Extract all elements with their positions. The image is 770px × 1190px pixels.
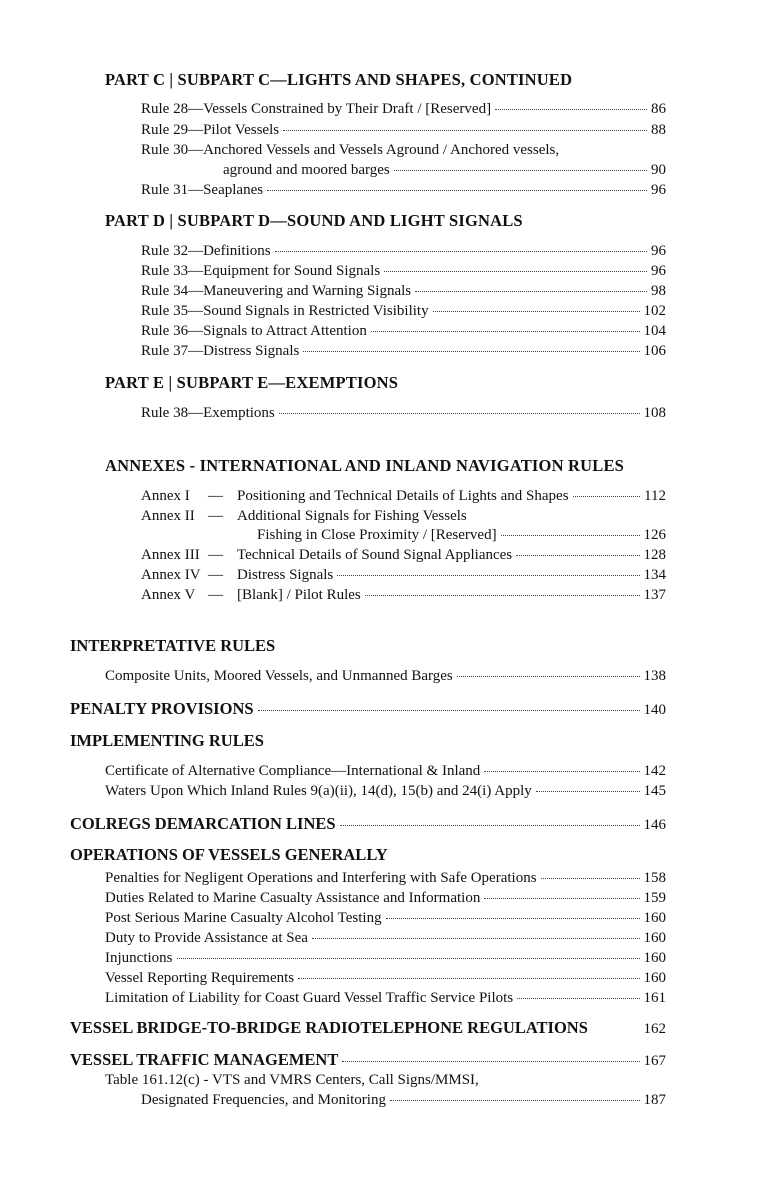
entry-page: 96 bbox=[651, 243, 666, 259]
toc-entry[interactable] bbox=[141, 283, 666, 300]
annex-label: Annex II bbox=[141, 508, 195, 524]
annex-label: Annex V bbox=[141, 587, 196, 603]
entry-title: Duty to Provide Assistance at Sea bbox=[105, 930, 308, 946]
entry-page: 160 bbox=[643, 930, 666, 946]
toc-entry[interactable] bbox=[141, 303, 666, 320]
entry-page: 146 bbox=[643, 817, 666, 833]
annex-separator: — bbox=[208, 547, 223, 563]
dot-leader bbox=[415, 291, 647, 292]
entry-page: 187 bbox=[643, 1092, 666, 1108]
toc-entry[interactable] bbox=[141, 405, 666, 422]
toc-entry[interactable] bbox=[105, 950, 666, 967]
dot-leader bbox=[384, 271, 647, 272]
part-c-heading: PART C | SUBPART C—LIGHTS AND SHAPES, CONTINUED bbox=[105, 70, 573, 89]
toc-entry[interactable] bbox=[141, 1092, 666, 1109]
toc-entry[interactable] bbox=[141, 323, 666, 340]
entry-title: Composite Units, Moored Vessels, and Unmanned Barges bbox=[105, 668, 453, 684]
entry-page: 90 bbox=[651, 162, 666, 178]
toc-entry[interactable] bbox=[105, 783, 666, 800]
toc-entry[interactable] bbox=[105, 990, 666, 1007]
entry-page: 98 bbox=[651, 283, 666, 299]
toc-entry-major[interactable] bbox=[70, 814, 666, 834]
toc-entry[interactable] bbox=[105, 890, 666, 907]
entry-page: 158 bbox=[643, 870, 666, 886]
entry-title: Waters Upon Which Inland Rules 9(a)(ii), 14(d), 15(b) and 24(i) Apply bbox=[105, 783, 532, 799]
entry-title: Rule 33—Equipment for Sound Signals bbox=[141, 263, 381, 279]
entry-page: 160 bbox=[643, 970, 666, 986]
entry-title: Limitation of Liability for Coast Guard Vessel Traffic Service Pilots bbox=[105, 990, 514, 1006]
dot-leader bbox=[283, 130, 647, 131]
entry-page: 159 bbox=[643, 890, 666, 906]
dot-leader bbox=[541, 878, 640, 879]
dot-leader bbox=[484, 898, 639, 899]
entry-title: Rule 38—Exemptions bbox=[141, 405, 275, 421]
toc-entry-major[interactable] bbox=[70, 1018, 666, 1038]
entry-title: Certificate of Alternative Compliance—International & Inland bbox=[105, 763, 481, 779]
entry-page: 104 bbox=[643, 323, 666, 339]
dot-leader bbox=[279, 413, 640, 414]
entry-page: 145 bbox=[643, 783, 666, 799]
dot-leader bbox=[267, 190, 647, 191]
entry-page: 142 bbox=[643, 763, 666, 779]
toc-entry[interactable] bbox=[141, 101, 666, 118]
entry-title-continued: Designated Frequencies, and Monitoring bbox=[141, 1092, 386, 1108]
entry-title: Rule 31—Seaplanes bbox=[141, 182, 264, 198]
toc-entry[interactable] bbox=[105, 970, 666, 987]
entry-page: 96 bbox=[651, 263, 666, 279]
dot-leader bbox=[457, 676, 640, 677]
dot-leader bbox=[298, 978, 639, 979]
interpretative-heading: INTERPRETATIVE RULES bbox=[70, 636, 276, 655]
entry-title: Table 161.12(c) - VTS and VMRS Centers, Call Signs/MMSI, bbox=[105, 1072, 479, 1088]
entry-title: Technical Details of Sound Signal Appliances bbox=[237, 547, 513, 563]
entry-title: Rule 29—Pilot Vessels bbox=[141, 122, 280, 138]
dot-leader bbox=[433, 311, 640, 312]
dot-leader bbox=[275, 251, 647, 252]
entry-title: Positioning and Technical Details of Lights and Shapes bbox=[237, 488, 569, 504]
entry-page: 162 bbox=[643, 1021, 666, 1037]
entry-title: [Blank] / Pilot Rules bbox=[237, 587, 361, 603]
dot-leader bbox=[365, 595, 640, 596]
dot-leader bbox=[573, 496, 641, 497]
entry-page: 86 bbox=[651, 101, 666, 117]
entry-title-continued: Fishing in Close Proximity / [Reserved] bbox=[257, 527, 497, 543]
entry-page: 102 bbox=[643, 303, 666, 319]
operations-heading: OPERATIONS OF VESSELS GENERALLY bbox=[70, 845, 388, 864]
part-e-heading: PART E | SUBPART E—EXEMPTIONS bbox=[105, 373, 399, 392]
entry-title: Penalties for Negligent Operations and Interfering with Safe Operations bbox=[105, 870, 537, 886]
dot-leader bbox=[342, 1061, 639, 1062]
entry-title: Rule 36—Signals to Attract Attention bbox=[141, 323, 367, 339]
dot-leader bbox=[258, 710, 640, 711]
entry-title: Rule 37—Distress Signals bbox=[141, 343, 300, 359]
entry-title: Rule 28—Vessels Constrained by Their Draft / [Reserved] bbox=[141, 101, 492, 117]
entry-page: 108 bbox=[643, 405, 666, 421]
toc-entry[interactable] bbox=[105, 870, 666, 887]
entry-title: Additional Signals for Fishing Vessels bbox=[237, 508, 467, 524]
entry-page: 137 bbox=[643, 587, 666, 603]
entry-title: Vessel Reporting Requirements bbox=[105, 970, 295, 986]
entry-title: Distress Signals bbox=[237, 567, 334, 583]
entry-page: 128 bbox=[643, 547, 666, 563]
dot-leader bbox=[517, 998, 639, 999]
entry-page: 88 bbox=[651, 122, 666, 138]
dot-leader bbox=[371, 331, 640, 332]
entry-page: 160 bbox=[643, 950, 666, 966]
toc-entry[interactable] bbox=[141, 243, 666, 260]
colregs-heading: COLREGS DEMARCATION LINES bbox=[70, 814, 336, 833]
annex-label: Annex IV bbox=[141, 567, 201, 583]
toc-entry[interactable] bbox=[105, 668, 666, 685]
toc-entry[interactable] bbox=[237, 587, 666, 604]
entry-page: 96 bbox=[651, 182, 666, 198]
toc-entry[interactable] bbox=[141, 343, 666, 360]
dot-leader bbox=[386, 918, 640, 919]
toc-entry[interactable] bbox=[257, 527, 666, 544]
entry-title: Rule 30—Anchored Vessels and Vessels Aground / Anchored vessels, bbox=[141, 142, 560, 158]
annex-label: Annex III bbox=[141, 547, 200, 563]
entry-page: 134 bbox=[643, 567, 666, 583]
entry-page: 112 bbox=[644, 488, 666, 504]
dot-leader bbox=[177, 958, 640, 959]
annex-separator: — bbox=[208, 508, 223, 524]
traffic-heading: VESSEL TRAFFIC MANAGEMENT bbox=[70, 1050, 339, 1069]
toc-entry-major[interactable] bbox=[70, 699, 666, 719]
dot-leader bbox=[340, 825, 640, 826]
toc-entry[interactable] bbox=[105, 763, 666, 780]
annex-separator: — bbox=[208, 567, 223, 583]
entry-title: Duties Related to Marine Casualty Assistance and Information bbox=[105, 890, 481, 906]
annex-separator: — bbox=[208, 488, 223, 504]
dot-leader bbox=[303, 351, 639, 352]
entry-page: 138 bbox=[643, 668, 666, 684]
entry-page: 126 bbox=[643, 527, 666, 543]
toc-entry-major[interactable] bbox=[70, 1050, 666, 1070]
dot-leader bbox=[501, 535, 640, 536]
toc-entry[interactable] bbox=[223, 162, 666, 179]
dot-leader bbox=[337, 575, 639, 576]
annexes-heading: ANNEXES - INTERNATIONAL AND INLAND NAVIGATION RULES bbox=[105, 456, 625, 475]
toc-entry[interactable] bbox=[141, 263, 666, 280]
entry-title-continued: aground and moored barges bbox=[223, 162, 390, 178]
entry-title: Injunctions bbox=[105, 950, 173, 966]
entry-page: 167 bbox=[643, 1053, 666, 1069]
toc-entry[interactable] bbox=[141, 182, 666, 199]
part-d-heading: PART D | SUBPART D—SOUND AND LIGHT SIGNALS bbox=[105, 211, 523, 230]
entry-page: 140 bbox=[643, 702, 666, 718]
entry-page: 106 bbox=[643, 343, 666, 359]
annex-separator: — bbox=[208, 587, 223, 603]
entry-title: Rule 32—Definitions bbox=[141, 243, 271, 259]
entry-title: Post Serious Marine Casualty Alcohol Testing bbox=[105, 910, 382, 926]
annex-label: Annex I bbox=[141, 488, 190, 504]
toc-entry[interactable] bbox=[237, 488, 666, 505]
dot-leader bbox=[516, 555, 639, 556]
dot-leader bbox=[312, 938, 640, 939]
implementing-heading: IMPLEMENTING RULES bbox=[70, 731, 264, 750]
bridge-heading: VESSEL BRIDGE-TO-BRIDGE RADIOTELEPHONE REGULATIONS bbox=[70, 1018, 588, 1037]
toc-entry[interactable] bbox=[105, 910, 666, 927]
toc-entry[interactable] bbox=[237, 567, 666, 584]
toc-entry[interactable] bbox=[105, 930, 666, 947]
dot-leader bbox=[390, 1100, 640, 1101]
dot-leader bbox=[495, 109, 647, 110]
toc-entry[interactable] bbox=[237, 547, 666, 564]
dot-leader bbox=[394, 170, 647, 171]
entry-page: 161 bbox=[643, 990, 666, 1006]
dot-leader bbox=[536, 791, 640, 792]
penalty-heading: PENALTY PROVISIONS bbox=[70, 699, 254, 718]
toc-entry[interactable] bbox=[141, 122, 666, 139]
entry-title: Rule 35—Sound Signals in Restricted Visibility bbox=[141, 303, 429, 319]
entry-page: 160 bbox=[643, 910, 666, 926]
entry-title: Rule 34—Maneuvering and Warning Signals bbox=[141, 283, 412, 299]
dot-leader bbox=[484, 771, 639, 772]
